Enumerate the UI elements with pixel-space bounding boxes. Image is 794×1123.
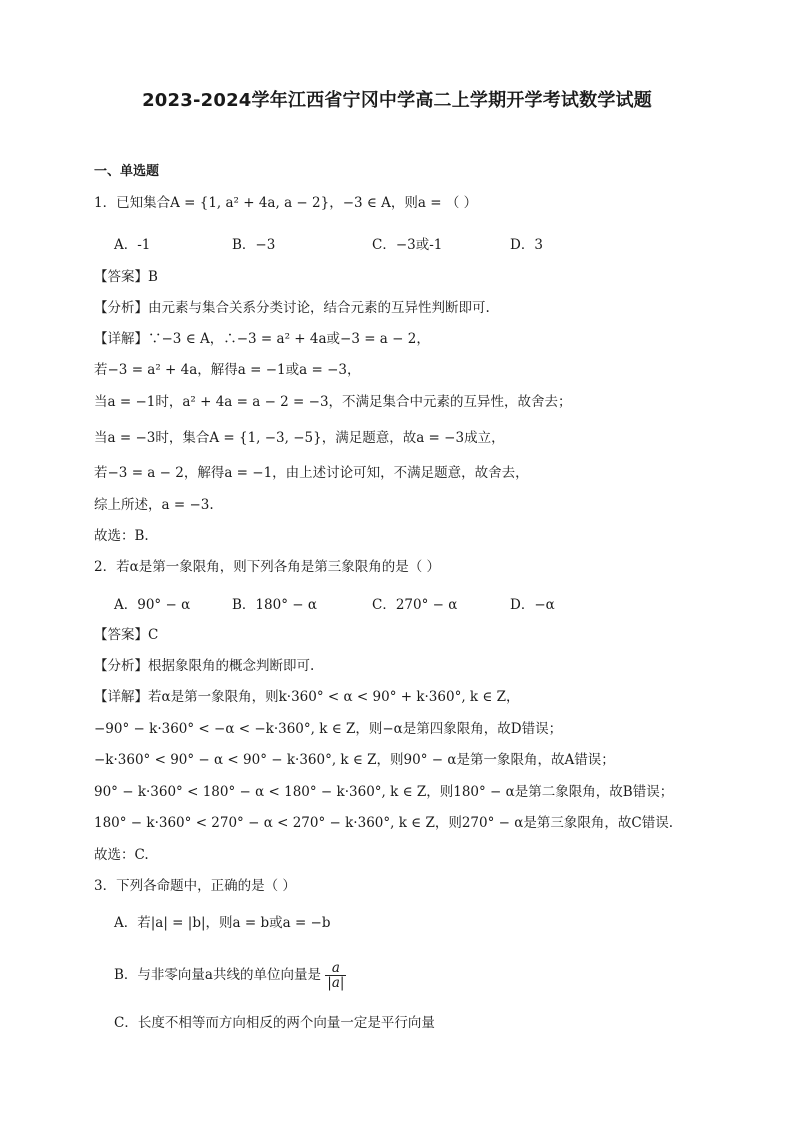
question-1-detail-line: 【详解】∵−3 ∈ A，∴−3 = a² + 4a或−3 = a − 2， — [94, 331, 430, 347]
question-2-detail-line: 故选：C. — [94, 847, 149, 863]
page-title: 2023-2024学年江西省宁冈中学高二上学期开学考试数学试题 — [142, 90, 652, 111]
question-3-option-b — [114, 961, 346, 990]
question-1-detail-line: 当a = −1时，a² + 4a = a − 2 = −3，不满足集合中元素的互异性，故舍去； — [94, 394, 572, 410]
question-1-detail-line: 当a = −3时，集合A = {1, −3, −5}，满足题意，故a = −3成立， — [94, 430, 505, 446]
question-2-analysis: 【分析】根据象限角的概念判断即可. — [94, 658, 315, 674]
question-1-detail-line: 故选：B. — [94, 528, 149, 544]
fraction-denominator: |a| — [327, 975, 345, 991]
question-1-options — [114, 233, 714, 251]
question-2-stem: 2．若α是第一象限角，则下列各角是第三象限角的是（ ） — [94, 559, 440, 575]
section-heading: 一、单选题 — [94, 164, 160, 179]
question-3-option-a: A．若|a| = |b|，则a = b或a = −b — [114, 915, 331, 931]
question-1-answer: 【答案】B — [94, 269, 158, 285]
option-c: C．270° − α — [372, 597, 458, 613]
question-2-detail-line: 180° − k·360° < 270° − α < 270° − k·360°, k ∈ Z，则270° − α是第三象限角，故C错误. — [94, 815, 673, 831]
question-1-stem: 1．已知集合A = {1, a² + 4a, a − 2}，−3 ∈ A，则a = （ ） — [94, 195, 478, 211]
question-3-stem: 3．下列各命题中，正确的是（ ） — [94, 878, 296, 894]
option-b: B．180° − α — [232, 597, 317, 613]
question-1-analysis: 【分析】由元素与集合关系分类讨论，结合元素的互异性判断即可. — [94, 300, 490, 316]
option-a: A．-1 — [114, 237, 151, 253]
option-c: C．−3或-1 — [372, 237, 443, 253]
option-b: B．−3 — [232, 237, 276, 253]
unit-vector-fraction — [325, 961, 346, 990]
question-2-detail-line: 【详解】若α是第一象限角，则k·360° < α < 90° + k·360°, k ∈ Z， — [94, 689, 520, 705]
question-2-options — [114, 593, 714, 611]
question-1-detail-line: 若−3 = a² + 4a，解得a = −1或a = −3， — [94, 362, 361, 378]
question-1-detail-line: 综上所述，a = −3. — [94, 497, 214, 513]
question-2-detail-line: −90° − k·360° < −α < −k·360°, k ∈ Z，则−α是第四象限角，故D错误； — [94, 721, 563, 737]
question-3-option-c: C．长度不相等而方向相反的两个向量一定是平行向量 — [114, 1015, 435, 1031]
question-2-detail-line: 90° − k·360° < 180° − α < 180° − k·360°, k ∈ Z，则180° − α是第二象限角，故B错误； — [94, 784, 674, 800]
option-b-text: B．与非零向量a共线的单位向量是 — [114, 967, 321, 983]
question-1-detail-line: 若−3 = a − 2，解得a = −1，由上述讨论可知，不满足题意，故舍去， — [94, 465, 529, 481]
option-d: D．−α — [510, 597, 555, 613]
fraction-numerator: a — [325, 961, 346, 976]
question-2-detail-line: −k·360° < 90° − α < 90° − k·360°, k ∈ Z，则90° − α是第一象限角，故A错误； — [94, 752, 615, 768]
option-d: D．3 — [510, 237, 543, 253]
question-2-answer: 【答案】C — [94, 627, 159, 643]
option-a: A．90° − α — [114, 597, 191, 613]
